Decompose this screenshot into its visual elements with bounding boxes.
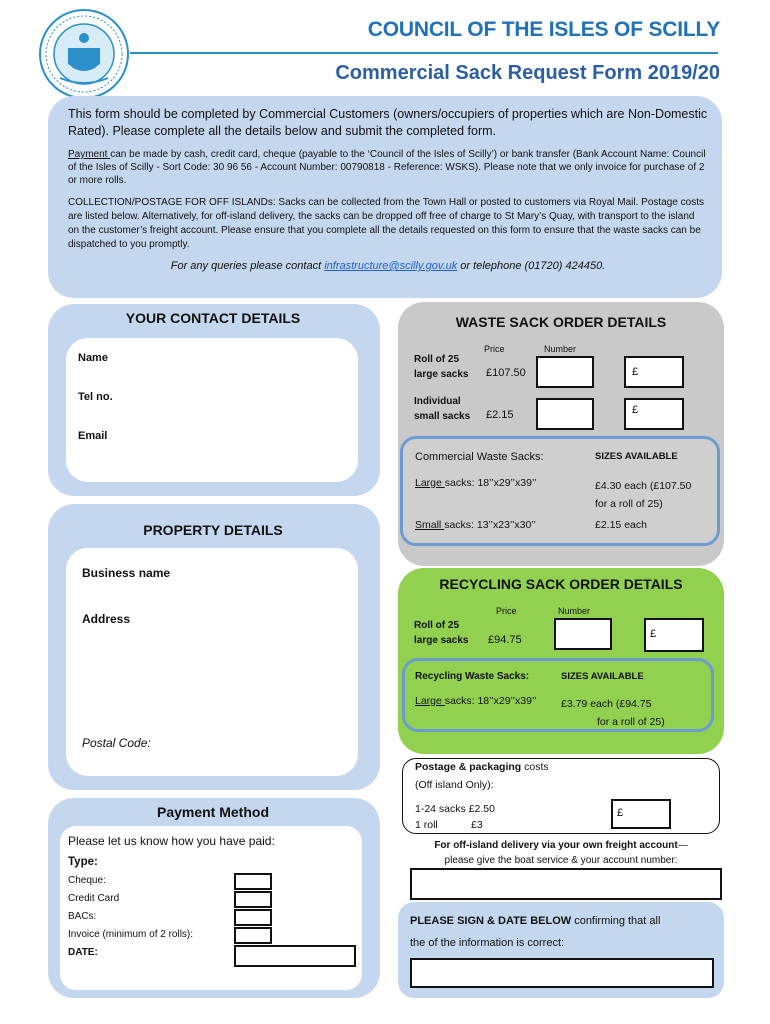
recycling-heading: RECYCLING SACK ORDER DETAILS	[439, 576, 683, 592]
waste-ind-total[interactable]	[624, 398, 684, 430]
waste-large-price-1: £4.30 each (£107.50	[595, 480, 692, 492]
postage-line2-a: 1 roll	[415, 819, 438, 831]
waste-number-col: Number	[544, 344, 577, 354]
postage-title	[415, 761, 549, 773]
freight-text-1	[402, 838, 720, 853]
business-label: Business name	[82, 566, 171, 580]
sign-line-2: the of the information is correct:	[410, 937, 565, 949]
waste-roll-number[interactable]	[536, 356, 594, 388]
waste-roll-price: £107.50	[486, 367, 526, 379]
date-field[interactable]	[234, 945, 356, 967]
sign-bold: PLEASE SIGN & DATE BELOW	[410, 915, 572, 927]
freight-bold: For off-island delivery via your own freight account	[434, 840, 678, 851]
waste-small-size	[415, 519, 536, 531]
freight-dash: —	[677, 840, 688, 851]
freight-account-field[interactable]	[410, 868, 722, 900]
option-credit-card: Credit Card	[68, 893, 120, 904]
recycling-roll-price: £94.75	[488, 634, 522, 646]
sign-text	[410, 910, 716, 954]
payment-type: Type:	[68, 856, 98, 868]
waste-panel	[398, 302, 724, 566]
recycling-price-col: Price	[496, 606, 517, 616]
payment-label: Payment	[68, 149, 111, 160]
name-field[interactable]	[126, 348, 346, 370]
property-heading: PROPERTY DETAILS	[143, 522, 283, 538]
invoice-checkbox[interactable]	[234, 927, 272, 944]
sign-line-1	[410, 910, 716, 932]
recycling-roll-total[interactable]	[644, 618, 704, 652]
email-label: Email	[78, 430, 108, 442]
contact-fields	[66, 338, 358, 482]
queries-pre: For any queries please contact	[170, 260, 325, 272]
waste-small-dims: sacks: 13’’x23’’x30’’	[444, 519, 536, 531]
intro-queries	[68, 260, 708, 272]
freight-text-2: please give the boat service & your account number:	[444, 855, 678, 866]
waste-large-u: Large	[415, 477, 445, 489]
recycling-large-price-2: for a roll of 25)	[597, 716, 665, 728]
recycling-large-price	[561, 695, 665, 731]
cheque-checkbox[interactable]	[234, 873, 272, 890]
recycling-roll-number[interactable]	[554, 618, 612, 650]
option-bacs: BACs:	[68, 911, 97, 922]
intro-collection: COLLECTION/POSTAGE FOR OFF ISLANDs: Sacks can be collected from the Town Hall or posted to customers via Royal Mail. Postage costs are listed below. Alternatively, for off-island delivery, the sacks can be dropped off free of charge to St Mary’s Quay, with transport to the island on the customer’s freight account. Please ensure that you complete all the details requested on this form to ensure that the waste sacks can be dispatched to you promptly.	[68, 197, 704, 250]
postal-field[interactable]	[166, 730, 346, 754]
waste-info-box	[400, 436, 720, 546]
postage-pound: £	[617, 807, 624, 819]
form-title: Commercial Sack Request Form 2019/20	[335, 62, 720, 84]
recycling-large-price-1: £3.79 each (£94.75	[561, 698, 652, 710]
waste-ind-label	[414, 394, 470, 424]
sign-rest: confirming that all	[571, 915, 661, 927]
header-rule	[130, 52, 718, 54]
postage-panel	[402, 758, 720, 834]
business-field[interactable]	[186, 560, 346, 584]
address-label: Address	[82, 612, 131, 626]
credit-card-checkbox[interactable]	[234, 891, 272, 908]
recycling-sizes-label: SIZES AVAILABLE	[561, 671, 644, 682]
postage-title-bold: Postage & packaging	[415, 761, 522, 773]
contact-heading: YOUR CONTACT DETAILS	[125, 310, 301, 326]
name-label: Name	[78, 352, 108, 364]
recycling-info-title: Recycling Waste Sacks:	[415, 671, 530, 682]
waste-ind-label-1: Individual	[414, 396, 461, 407]
postage-total[interactable]	[611, 799, 671, 829]
organisation-title: COUNCIL OF THE ISLES OF SCILLY	[367, 18, 720, 41]
recycling-large-size	[415, 695, 536, 707]
payment-prompt: Please let us know how you have paid:	[68, 834, 275, 848]
recycling-roll-pound: £	[650, 628, 657, 640]
postage-sub: (Off island Only):	[415, 779, 494, 791]
contact-panel	[48, 304, 380, 496]
bacs-checkbox[interactable]	[234, 909, 272, 926]
waste-roll-total[interactable]	[624, 356, 684, 388]
intro-payment	[68, 148, 708, 187]
recycling-number-col: Number	[558, 606, 591, 616]
recycling-roll-label-2: large sacks	[414, 635, 469, 646]
waste-large-price-2: for a roll of 25)	[595, 498, 663, 510]
postage-line2-b: £3	[471, 819, 483, 831]
waste-large-size	[415, 477, 536, 489]
recycling-panel	[398, 568, 724, 754]
tel-label: Tel no.	[78, 391, 113, 403]
freight-text	[402, 838, 720, 868]
council-crest-logo	[38, 8, 130, 100]
email-link[interactable]: infrastructure@scilly.gov.uk	[324, 260, 458, 272]
waste-sizes-label: SIZES AVAILABLE	[595, 451, 678, 462]
signature-field[interactable]	[410, 958, 714, 988]
queries-post: or telephone (01720) 424450.	[457, 260, 606, 272]
payment-panel	[48, 798, 380, 998]
waste-large-dims: sacks: 18’’x29’’x39’’	[444, 477, 537, 489]
sign-panel	[398, 902, 724, 998]
recycling-roll-label-1: Roll of 25	[414, 620, 460, 631]
payment-heading: Payment Method	[156, 804, 269, 820]
waste-heading: WASTE SACK ORDER DETAILS	[455, 314, 667, 330]
postage-line1: 1-24 sacks £2.50	[415, 803, 495, 815]
postage-title-rest: costs	[521, 761, 549, 773]
recycling-roll-label	[414, 618, 469, 648]
property-fields	[66, 548, 358, 776]
property-panel	[48, 504, 380, 790]
intro-panel	[48, 96, 722, 298]
waste-roll-label-1: Roll of 25	[414, 354, 460, 365]
waste-large-price	[595, 477, 691, 513]
recycling-info-box	[402, 658, 714, 732]
waste-ind-number[interactable]	[536, 398, 594, 430]
waste-roll-label	[414, 352, 469, 382]
postal-label: Postal Code:	[82, 736, 151, 750]
waste-info-title: Commercial Waste Sacks:	[415, 451, 544, 463]
date-label: DATE:	[68, 947, 98, 958]
waste-ind-label-2: small sacks	[414, 411, 471, 422]
waste-small-price: £2.15 each	[595, 519, 647, 531]
recycling-large-dims: sacks: 18’’x29’’x39’’	[444, 695, 537, 707]
waste-roll-label-2: large sacks	[414, 369, 469, 380]
address-field[interactable]	[146, 606, 346, 716]
payment-text: can be made by cash, credit card, cheque (payable to the ‘Council of the Isles of Scilly’) or bank transfer (Bank Account Name: Council of the Isles of Scilly - Sort Code: 30 96 56 - Account Number: 00790818 - Reference: WSKS). Please note that we only invoice for purchase of 2 or more rolls.	[68, 149, 706, 186]
option-cheque: Cheque:	[68, 875, 106, 886]
payment-fields	[60, 826, 362, 990]
email-field[interactable]	[126, 426, 346, 448]
waste-small-u: Small	[415, 519, 445, 531]
tel-field[interactable]	[126, 387, 346, 409]
waste-roll-pound: £	[632, 366, 639, 378]
waste-ind-price: £2.15	[486, 409, 514, 421]
waste-price-col: Price	[484, 344, 505, 354]
option-invoice: Invoice (minimum of 2 rolls):	[68, 929, 194, 940]
recycling-large-u: Large	[415, 695, 445, 707]
intro-lead: This form should be completed by Commercial Customers (owners/occupiers of properties which are Non-Domestic Rated). Please complete all the details below and submit the completed form.	[68, 107, 708, 138]
waste-ind-pound: £	[632, 404, 639, 416]
